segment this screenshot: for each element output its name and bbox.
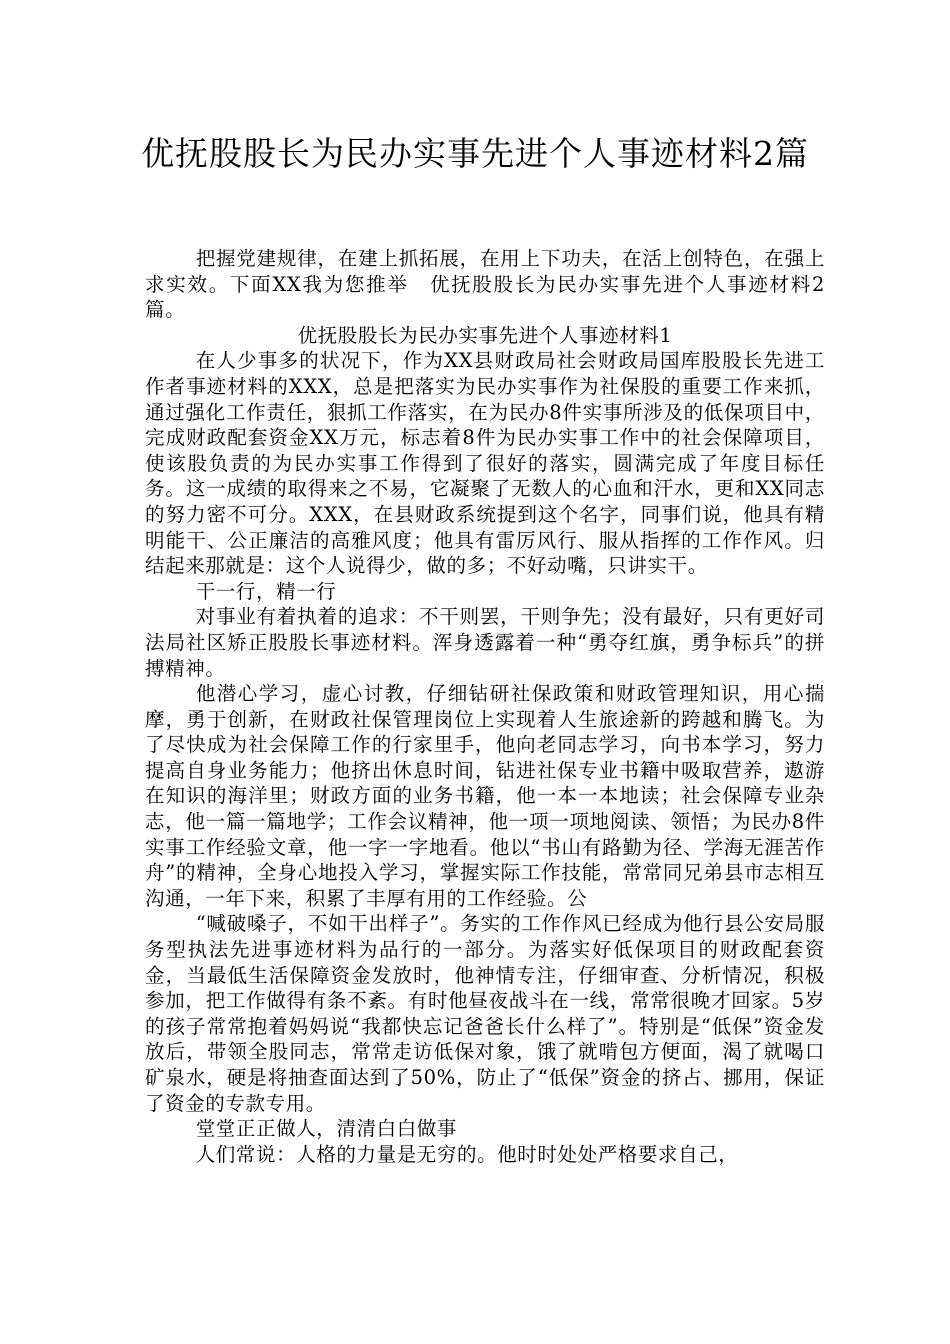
body-paragraph: 在人少事多的状况下，作为XX县财政局社会财政局国库股股长先进工作者事迹材料的XXX，总是把落实为民办实事作为社保股的重要工作来抓，通过强化工作责任，狠抓工作落实，在为民办8件实事所涉及的低保项目中，完成财政配套资金XX万元，标志着8件为民办实事工作中的社会保障项目，使该股负责的为民办实事工作得到了很好的落实，圆满完成了年度目标任务。这一成绩的取得来之不易，它凝聚了无数人的心血和汗水，更和XX同志的努力密不可分。XXX，在县财政系统提到这个名字，同事们说，他具有精明能干、公正廉洁的高雅风度；他具有雷厉风行、服从指挥的工作作风。归结起来那就是：这个人说得少，做的多；不好动嘴，只讲实干。 — [145, 349, 825, 578]
body-paragraph: 人们常说：人格的力量是无穷的。他时时处处严格要求自己， — [195, 1142, 739, 1166]
section-subtitle: 优抚股股长为民办实事先进个人事迹材料1 — [297, 323, 673, 347]
section-heading: 堂堂正正做人，清清白白做事 — [195, 1117, 457, 1141]
body-paragraph: “喊破嗓子，不如干出样子”。务实的工作作风已经成为他行县公安局服务型执法先进事迹材料为品行的一部分。为落实好低保项目的财政配套资金，当最低生活保障资金发放时，他神情专注，仔细审查、分析情况，积极参加，把工作做得有条不紊。有时他昼夜战斗在一线，常常很晚才回家。5岁的孩子常常抱着妈妈说“我都快忘记爸爸长什么样了”。特别是“低保”资金发放后，带领全股同志，常常走访低保对象，饿了就啃包方便面，渴了就喝口矿泉水，硬是将抽查面达到了50%，防止了“低保”资金的挤占、挪用，保证了资金的专款专用。 — [145, 912, 825, 1115]
intro-paragraph: 把握党建规律，在建上抓拓展，在用上下功夫，在活上创特色，在强上求实效。下面XX我为您推举 优抚股股长为民办实事先进个人事迹材料2篇。 — [145, 247, 825, 322]
section-heading: 干一行，精一行 — [195, 579, 337, 603]
document-body — [145, 246, 825, 1167]
document-title: 优抚股股长为民办实事先进个人事迹材料2篇 — [141, 134, 809, 173]
body-paragraph: 对事业有着执着的追求：不干则罢，干则争先；没有最好，只有更好司法局社区矫正股股长事迹材料。浑身透露着一种“勇夺红旗，勇争标兵”的拼搏精神。 — [145, 605, 825, 680]
body-paragraph: 他潜心学习，虚心讨教，仔细钻研社保政策和财政管理知识，用心揣摩，勇于创新，在财政社保管理岗位上实现着人生旅途新的跨越和腾飞。为了尽快成为社会保障工作的行家里手，他向老同志学习，向书本学习，努力提高自身业务能力；他挤出休息时间，钻进社保专业书籍中吸取营养，遨游在知识的海洋里；财政方面的业务书籍，他一本一本地读；社会保障专业杂志，他一篇一篇地学；工作会议精神，他一项一项地阅读、领悟；为民办8件实事工作经验文章，他一字一字地看。他以“书山有路勤为径、学海无涯苦作舟”的精神，全身心地投入学习，掌握实际工作技能，常常同兄弟县市志相互沟通，一年下来，积累了丰厚有用的工作经验。公 — [145, 682, 825, 910]
